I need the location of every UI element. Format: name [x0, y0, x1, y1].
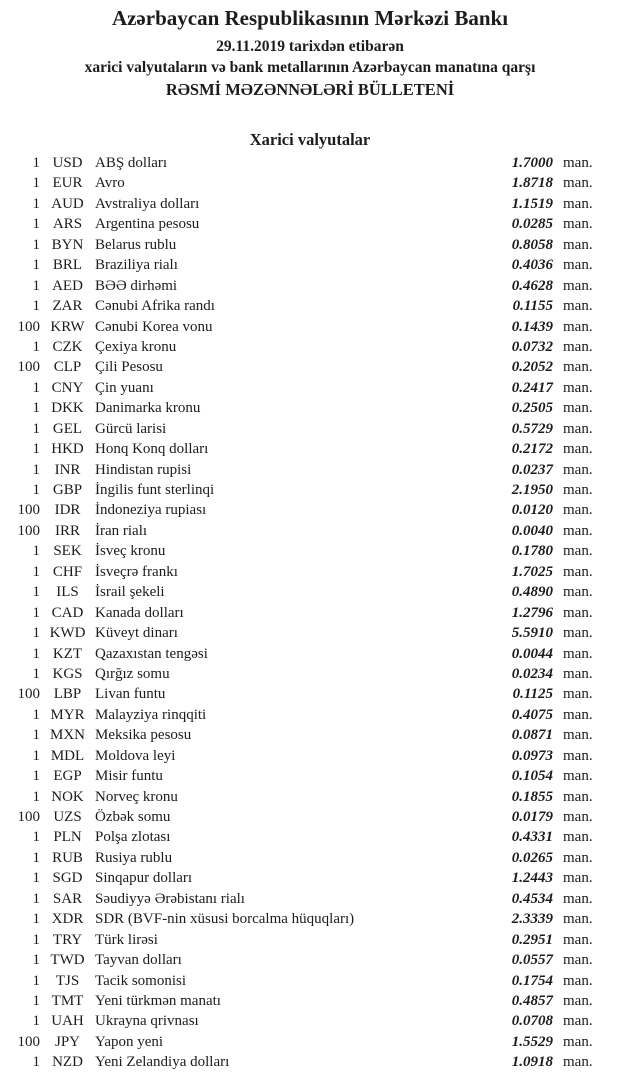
rate-cell: 1.7000	[511, 155, 553, 171]
unit-cell: man.	[563, 175, 593, 192]
rate-cell: 0.0732	[511, 338, 553, 355]
rate-cell: 0.1780	[511, 543, 553, 560]
table-row	[0, 603, 620, 623]
rate-cell: 0.4534	[511, 890, 553, 907]
unit-cell: man.	[563, 236, 593, 253]
rate-cell: 0.0265	[511, 849, 553, 866]
unit-cell: man.	[563, 625, 593, 642]
currency-code-cell: TMT	[51, 992, 84, 1009]
currency-name-cell: Yapon yeni	[95, 1033, 164, 1050]
currency-name-cell: Norveç kronu	[95, 788, 178, 805]
quantity-cell: 1	[32, 584, 40, 601]
unit-cell: man.	[563, 727, 593, 744]
currency-code-cell: KGS	[52, 665, 83, 682]
unit-cell: man.	[563, 482, 593, 498]
table-row	[0, 868, 620, 888]
unit-cell: man.	[563, 543, 593, 560]
table-row	[0, 194, 620, 214]
currency-name-cell: Çili Pesosu	[95, 359, 163, 376]
unit-cell: man.	[563, 911, 593, 928]
currency-name-cell: İndoneziya rupiası	[95, 502, 207, 519]
quantity-cell: 1	[32, 563, 40, 580]
currency-code-cell: PLN	[53, 829, 82, 846]
currency-code-cell: MYR	[50, 706, 85, 723]
table-row	[0, 848, 620, 868]
rate-cell: 0.4628	[511, 277, 553, 294]
effective-date-line: 29.11.2019 tarixdən etibarən	[216, 38, 404, 55]
unit-cell: man.	[563, 338, 593, 355]
currency-name-cell: İsrail şekeli	[95, 584, 165, 601]
rate-cell: 0.1754	[511, 972, 553, 989]
rate-cell: 0.4890	[511, 584, 553, 601]
unit-cell: man.	[563, 1013, 593, 1030]
currency-name-cell: Sinqapur dolları	[95, 870, 193, 887]
currency-name-cell: Küveyt dinarı	[95, 625, 178, 642]
unit-cell: man.	[563, 195, 593, 212]
quantity-cell: 1	[32, 441, 40, 458]
table-row	[0, 480, 620, 500]
currency-code-cell: CZK	[52, 338, 83, 355]
unit-cell: man.	[563, 952, 593, 969]
quantity-cell: 100	[17, 502, 40, 519]
currency-code-cell: TWD	[50, 952, 85, 969]
rate-cell: 0.2052	[511, 359, 553, 376]
currency-code-cell: TJS	[55, 972, 80, 989]
currency-code-cell: CAD	[51, 604, 84, 621]
quantity-cell: 1	[32, 482, 40, 498]
unit-cell: man.	[563, 1033, 593, 1050]
currency-name-cell: İran rialı	[95, 522, 148, 539]
currency-code-cell: IDR	[54, 502, 81, 519]
rate-cell: 0.0044	[511, 645, 553, 662]
rate-cell: 0.0237	[511, 461, 553, 478]
table-row	[0, 562, 620, 582]
currency-name-cell: Hindistan rupisi	[95, 461, 192, 478]
currency-name-cell: İsveçrə frankı	[95, 563, 178, 580]
table-row	[0, 521, 620, 541]
currency-name-cell: Cənubi Afrika randı	[95, 298, 215, 315]
rate-cell: 1.5529	[511, 1033, 553, 1050]
quantity-cell: 1	[32, 952, 40, 969]
table-row	[0, 971, 620, 991]
document-header	[0, 0, 620, 99]
table-row	[0, 623, 620, 643]
quantity-cell: 1	[32, 604, 40, 621]
quantity-cell: 1	[32, 298, 40, 315]
rate-cell: 0.4075	[511, 706, 553, 723]
quantity-cell: 1	[32, 379, 40, 396]
unit-cell: man.	[563, 788, 593, 805]
currency-name-cell: Malayziya rinqqiti	[95, 706, 207, 723]
table-row	[0, 296, 620, 316]
currency-name-cell: Qırğız somu	[95, 665, 170, 682]
table-row	[0, 337, 620, 357]
unit-cell: man.	[563, 155, 593, 171]
currency-name-cell: Rusiya rublu	[95, 849, 173, 866]
currency-name-cell: Tayvan dolları	[95, 952, 182, 969]
currency-name-cell: Misir funtu	[95, 768, 163, 785]
quantity-cell: 100	[17, 686, 40, 703]
quantity-cell: 1	[32, 400, 40, 417]
unit-cell: man.	[563, 829, 593, 846]
unit-cell: man.	[563, 420, 593, 437]
currency-code-cell: BRL	[52, 257, 83, 274]
table-row	[0, 684, 620, 704]
quantity-cell: 1	[32, 175, 40, 192]
rate-cell: 0.0871	[511, 727, 553, 744]
unit-cell: man.	[563, 584, 593, 601]
currency-name-cell: Belarus rublu	[95, 236, 177, 253]
currency-code-cell: CLP	[53, 359, 82, 376]
unit-cell: man.	[563, 768, 593, 785]
quantity-cell: 1	[32, 992, 40, 1009]
unit-cell: man.	[563, 359, 593, 376]
currency-name-cell: Gürcü larisi	[95, 420, 167, 437]
rate-cell: 0.0708	[511, 1013, 553, 1030]
currency-name-cell: Ukrayna qrivnası	[95, 1013, 199, 1030]
rate-cell: 1.1519	[511, 195, 553, 212]
unit-cell: man.	[563, 645, 593, 662]
table-row	[0, 235, 620, 255]
table-row	[0, 500, 620, 520]
currency-name-cell: İsveç kronu	[95, 543, 166, 560]
rate-cell: 0.2951	[511, 931, 553, 948]
currency-code-cell: JPY	[54, 1033, 80, 1050]
table-row	[0, 787, 620, 807]
quantity-cell: 1	[32, 338, 40, 355]
rate-cell: 0.0234	[511, 665, 553, 682]
unit-cell: man.	[563, 216, 593, 233]
unit-cell: man.	[563, 318, 593, 335]
unit-cell: man.	[563, 604, 593, 621]
currency-code-cell: IRR	[54, 522, 80, 539]
currency-code-cell: KZT	[52, 645, 83, 662]
currency-name-cell: Danimarka kronu	[95, 400, 201, 417]
rate-cell: 1.2796	[511, 604, 553, 621]
unit-cell: man.	[563, 870, 593, 887]
currency-name-cell: Argentina pesosu	[95, 216, 200, 233]
currency-code-cell: SEK	[53, 543, 82, 560]
table-row	[0, 1052, 620, 1072]
table-row	[0, 644, 620, 664]
table-row	[0, 419, 620, 439]
currency-name-cell: İngilis funt sterlinqi	[95, 482, 215, 498]
quantity-cell: 1	[32, 747, 40, 764]
quantity-cell: 1	[32, 155, 40, 171]
rate-cell: 1.0918	[511, 1054, 553, 1071]
quantity-cell: 1	[32, 768, 40, 785]
quantity-cell: 1	[32, 727, 40, 744]
currency-code-cell: BYN	[51, 236, 84, 253]
table-row	[0, 909, 620, 929]
currency-code-cell: NZD	[52, 1054, 83, 1071]
quantity-cell: 1	[32, 216, 40, 233]
currency-code-cell: EUR	[52, 175, 83, 192]
table-row	[0, 664, 620, 684]
quantity-cell: 1	[32, 543, 40, 560]
unit-cell: man.	[563, 461, 593, 478]
rate-cell: 0.4036	[511, 257, 553, 274]
currency-name-cell: Polşa zlotası	[95, 829, 171, 846]
currency-code-cell: ZAR	[52, 298, 83, 315]
unit-cell: man.	[563, 277, 593, 294]
currency-code-cell: USD	[52, 155, 83, 171]
unit-cell: man.	[563, 665, 593, 682]
currency-name-cell: SDR (BVF-nin xüsusi borcalma hüquqları)	[95, 911, 355, 928]
quantity-cell: 1	[32, 1054, 40, 1071]
unit-cell: man.	[563, 400, 593, 417]
rates-table	[0, 153, 620, 1073]
currency-code-cell: TRY	[52, 931, 83, 948]
unit-cell: man.	[563, 563, 593, 580]
unit-cell: man.	[563, 686, 593, 703]
quantity-cell: 100	[17, 359, 40, 376]
currency-code-cell: AUD	[51, 195, 84, 212]
currency-name-cell: Tacik somonisi	[95, 972, 187, 989]
currency-code-cell: DKK	[51, 400, 84, 417]
unit-cell: man.	[563, 931, 593, 948]
rate-cell: 0.0557	[511, 952, 553, 969]
table-row	[0, 766, 620, 786]
unit-cell: man.	[563, 706, 593, 723]
unit-cell: man.	[563, 992, 593, 1009]
currency-name-cell: Avstraliya dolları	[95, 195, 200, 212]
table-row	[0, 807, 620, 827]
currency-code-cell: EGP	[53, 768, 82, 785]
table-row	[0, 357, 620, 377]
currency-name-cell: Cənubi Korea vonu	[95, 318, 213, 335]
quantity-cell: 1	[32, 829, 40, 846]
unit-cell: man.	[563, 257, 593, 274]
quantity-cell: 1	[32, 277, 40, 294]
bank-name-title: Azərbaycan Respublikasının Mərkəzi Bankı	[111, 6, 509, 30]
unit-cell: man.	[563, 849, 593, 866]
table-row	[0, 705, 620, 725]
rate-cell: 0.1054	[511, 768, 553, 785]
table-row	[0, 991, 620, 1011]
table-row	[0, 541, 620, 561]
rate-cell: 1.8718	[511, 175, 553, 192]
currency-code-cell: XDR	[51, 911, 84, 928]
currency-name-cell: Yeni türkmən manatı	[95, 992, 221, 1009]
currency-code-cell: SGD	[52, 870, 83, 887]
currency-code-cell: CHF	[52, 563, 83, 580]
unit-cell: man.	[563, 502, 593, 519]
quantity-cell: 1	[32, 931, 40, 948]
rate-cell: 2.3339	[511, 911, 553, 928]
currency-code-cell: ARS	[52, 216, 83, 233]
currency-name-cell: Səudiyyə Ərəbistanı rialı	[95, 890, 245, 907]
unit-cell: man.	[563, 972, 593, 989]
table-row	[0, 1011, 620, 1031]
table-row	[0, 317, 620, 337]
table-row	[0, 746, 620, 766]
quantity-cell: 100	[17, 1033, 40, 1050]
rate-cell: 0.5729	[511, 420, 553, 437]
rate-cell: 0.2505	[511, 400, 553, 417]
currency-code-cell: UZS	[53, 809, 82, 825]
currency-code-cell: GBP	[52, 482, 83, 498]
unit-cell: man.	[563, 747, 593, 764]
rate-cell: 0.1155	[512, 298, 553, 315]
rate-cell: 0.8058	[511, 236, 553, 253]
table-row	[0, 827, 620, 847]
currency-name-cell: Avro	[95, 175, 125, 192]
rate-cell: 1.2443	[511, 870, 553, 887]
quantity-cell: 1	[32, 625, 40, 642]
rate-cell: 0.1439	[511, 318, 553, 335]
quantity-cell: 1	[32, 461, 40, 478]
table-row	[0, 255, 620, 275]
table-row	[0, 1032, 620, 1052]
rate-cell: 0.4857	[511, 992, 553, 1009]
quantity-cell: 1	[32, 849, 40, 866]
currency-code-cell: GEL	[52, 420, 83, 437]
currency-code-cell: SAR	[52, 890, 83, 907]
table-row	[0, 153, 620, 173]
quantity-cell: 1	[32, 665, 40, 682]
unit-cell: man.	[563, 890, 593, 907]
rate-cell: 0.0179	[511, 809, 553, 825]
currency-code-cell: HKD	[51, 441, 84, 458]
currency-code-cell: UAH	[51, 1013, 84, 1030]
table-row	[0, 889, 620, 909]
rate-cell: 0.0973	[511, 747, 553, 764]
currency-name-cell: BƏƏ dirhəmi	[95, 277, 178, 294]
table-row	[0, 439, 620, 459]
rate-cell: 1.7025	[511, 563, 553, 580]
table-row	[0, 378, 620, 398]
table-row	[0, 214, 620, 234]
rate-cell: 0.2172	[511, 441, 553, 458]
currency-code-cell: INR	[54, 461, 81, 478]
rate-cell: 0.0285	[511, 216, 553, 233]
quantity-cell: 1	[32, 706, 40, 723]
rate-cell: 0.1125	[512, 686, 553, 703]
currency-name-cell: Livan funtu	[95, 686, 166, 703]
rate-cell: 0.1855	[511, 788, 553, 805]
bulletin-title: RƏSMİ MƏZƏNNƏLƏRİ BÜLLETENİ	[165, 80, 455, 99]
currency-name-cell: Honq Konq dolları	[95, 441, 209, 458]
rate-cell: 2.1950	[511, 482, 553, 498]
rate-cell: 0.0120	[511, 502, 553, 519]
quantity-cell: 1	[32, 645, 40, 662]
currency-code-cell: CNY	[51, 379, 84, 396]
currency-name-cell: Meksika pesosu	[95, 727, 192, 744]
quantity-cell: 1	[32, 890, 40, 907]
quantity-cell: 1	[32, 420, 40, 437]
currency-name-cell: ABŞ dolları	[95, 155, 168, 171]
currency-name-cell: Yeni Zelandiya dolları	[95, 1054, 230, 1071]
unit-cell: man.	[563, 809, 593, 825]
currency-code-cell: MXN	[49, 727, 85, 744]
quantity-cell: 1	[32, 911, 40, 928]
currency-code-cell: ILS	[56, 584, 79, 601]
quantity-cell: 1	[32, 870, 40, 887]
quantity-cell: 1	[32, 257, 40, 274]
rate-cell: 0.4331	[511, 829, 553, 846]
unit-cell: man.	[563, 298, 593, 315]
rate-cell: 5.5910	[511, 625, 553, 642]
unit-cell: man.	[563, 522, 593, 539]
currency-name-cell: Moldova leyi	[95, 747, 176, 764]
currency-name-cell: Braziliya rialı	[95, 257, 178, 274]
quantity-cell: 1	[32, 195, 40, 212]
currency-code-cell: AED	[52, 277, 83, 294]
unit-cell: man.	[563, 1054, 593, 1071]
table-row	[0, 398, 620, 418]
quantity-cell: 100	[17, 809, 40, 825]
table-row	[0, 930, 620, 950]
table-row	[0, 460, 620, 480]
quantity-cell: 100	[17, 318, 40, 335]
currency-code-cell: LBP	[53, 686, 82, 703]
currency-name-cell: Qazaxıstan tengəsi	[95, 645, 208, 662]
unit-cell: man.	[563, 379, 593, 396]
table-row	[0, 725, 620, 745]
unit-cell: man.	[563, 441, 593, 458]
table-row	[0, 276, 620, 296]
currency-code-cell: NOK	[51, 788, 84, 805]
table-row	[0, 582, 620, 602]
currency-code-cell: MDL	[50, 747, 85, 764]
currency-code-cell: KRW	[50, 318, 85, 335]
quantity-cell: 1	[32, 788, 40, 805]
quantity-cell: 1	[32, 972, 40, 989]
currency-code-cell: KWD	[49, 625, 86, 642]
table-row	[0, 950, 620, 970]
quantity-cell: 1	[32, 1013, 40, 1030]
table-row	[0, 173, 620, 193]
currency-name-cell: Özbək somu	[95, 809, 171, 825]
currency-code-cell: RUB	[52, 849, 83, 866]
currency-name-cell: Çin yuanı	[95, 379, 154, 396]
subject-line: xarici valyutaların və bank metallarının Azərbaycan manatına qarşı	[84, 59, 536, 76]
quantity-cell: 100	[17, 522, 40, 539]
section-title-foreign-currencies: Xarici valyutalar	[249, 130, 371, 149]
currency-name-cell: Kanada dolları	[95, 604, 184, 621]
currency-name-cell: Türk lirəsi	[95, 931, 158, 948]
currency-name-cell: Çexiya kronu	[95, 338, 177, 355]
rate-cell: 0.0040	[511, 522, 553, 539]
quantity-cell: 1	[32, 236, 40, 253]
rate-cell: 0.2417	[511, 379, 553, 396]
